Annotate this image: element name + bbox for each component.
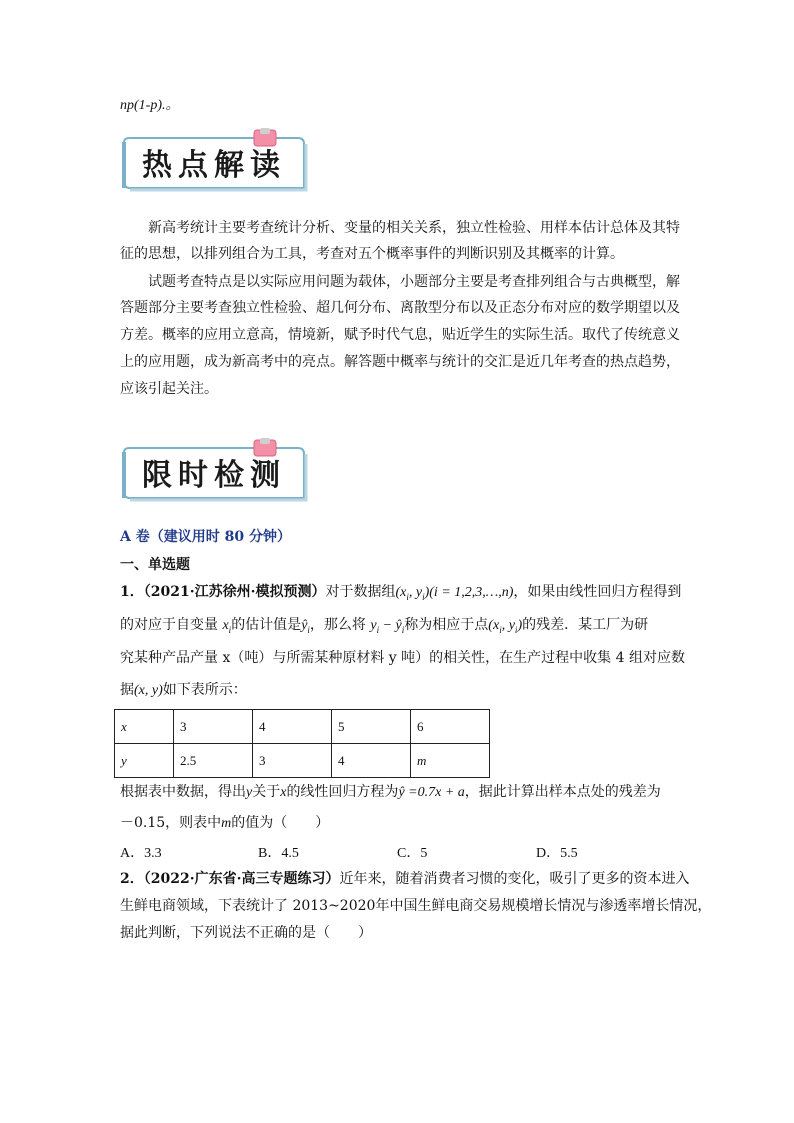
question-1-line-1 bbox=[120, 582, 681, 607]
question-text: 的线性回归方程为 bbox=[286, 784, 399, 800]
table-cell: x bbox=[115, 710, 174, 744]
question-text: 关于 bbox=[252, 784, 281, 800]
option-a[interactable]: A．3.3 bbox=[120, 846, 162, 861]
question-1-line-2 bbox=[120, 615, 648, 640]
math-variable: $x_i$ bbox=[222, 618, 232, 635]
math-expression: $y_i$ − $ŷ_i$ bbox=[370, 618, 405, 635]
math-part: )(i = 1,2,3,…,n) bbox=[424, 585, 514, 600]
question-text: 的值为（ ） bbox=[231, 815, 330, 831]
table-cell: m bbox=[411, 744, 490, 778]
paragraph-line: 方差。概率的应用立意高，情境新，赋予时代气息，贴近学生的实际生活。取代了传统意义 bbox=[120, 327, 680, 343]
question-text: 称为相应于点 bbox=[404, 617, 489, 633]
question-source: （2021·江苏徐州·模拟预测） bbox=[143, 584, 326, 600]
math-expression: ($x_i$, $y_i$) bbox=[488, 618, 523, 635]
table-cell: y bbox=[115, 744, 174, 778]
paragraph-line: 征的思想，以排列组合为工具，考查对五个概率事件的判断识别及其概率的计算。 bbox=[120, 246, 624, 262]
question-text: 对于数据组 bbox=[325, 584, 396, 600]
question-1-line-4 bbox=[120, 680, 247, 701]
section-banner-timed-test bbox=[120, 438, 310, 504]
question-text: ，据此计算出样本点处的残差为 bbox=[464, 784, 661, 800]
question-source: （2022·广东省·高三专题练习） bbox=[143, 871, 340, 887]
section-banner-hot-topics bbox=[120, 128, 310, 194]
table-cell: 3 bbox=[253, 744, 332, 778]
question-2-line-3: 据此判断，下列说法不正确的是（ ） bbox=[120, 925, 372, 941]
question-text: ，如果由线性回归方程得到 bbox=[513, 584, 682, 600]
math-variable: ŷ = bbox=[398, 785, 418, 800]
question-text: 近年来，随着消费者习惯的变化，吸引了更多的资本进入 bbox=[339, 871, 690, 887]
table-cell: 6 bbox=[411, 710, 490, 744]
math-expression: ($x_i$, $y_i)(i$ = 1,2,3,…,n) bbox=[395, 585, 514, 602]
question-2-line-2: 生鲜电商领域，下表统计了 2013~2020年中国生鲜电商交易规模增长情况与渗透率增长情况， bbox=[120, 898, 712, 914]
question-text: 的残差．某工厂为研 bbox=[522, 617, 649, 633]
option-d[interactable]: D．5.5 bbox=[536, 846, 578, 861]
math-part: , y bbox=[408, 585, 423, 600]
option-b[interactable]: B．4.5 bbox=[258, 846, 299, 861]
question-text: －0.15，则表中 bbox=[120, 815, 222, 831]
table-row bbox=[115, 744, 490, 778]
question-text: 的估计值是 bbox=[231, 617, 302, 633]
question-text: 的对应于自变量 bbox=[120, 617, 218, 633]
question-text: 据 bbox=[120, 682, 134, 698]
question-text: 如下表所示： bbox=[162, 682, 247, 698]
math-expression: (x, y) bbox=[134, 683, 163, 698]
question-1-line-3: 究某种产品产量 x（吨）与所需某种原材料 y 吨）的相关性，在生产过程中收集 4 组对应数 bbox=[120, 650, 685, 666]
option-c[interactable]: C．5 bbox=[397, 846, 428, 861]
question-1-line-5 bbox=[120, 782, 661, 803]
data-table bbox=[114, 709, 490, 778]
question-text: 根据表中数据，得出 bbox=[120, 784, 246, 800]
table-cell: 2.5 bbox=[174, 744, 253, 778]
part-label: 一、单选题 bbox=[120, 557, 190, 573]
top-fragment: np(1-p).。 bbox=[120, 98, 180, 113]
question-1-line-6 bbox=[120, 813, 329, 834]
math-variable: y bbox=[246, 785, 253, 800]
paragraph-line: 应该引起关注。 bbox=[120, 381, 218, 397]
math-part: (x bbox=[395, 585, 407, 600]
table-cell: 5 bbox=[332, 710, 411, 744]
question-number: 1． bbox=[120, 584, 144, 600]
table-cell: 3 bbox=[174, 710, 253, 744]
table-cell: 4 bbox=[332, 744, 411, 778]
question-number: 2． bbox=[120, 871, 144, 887]
math-variable: m bbox=[221, 816, 232, 831]
table-cell: 4 bbox=[253, 710, 332, 744]
paragraph-line: 新高考统计主要考查统计分析、变量的相关关系，独立性检验、用样本估计总体及其特 bbox=[148, 220, 680, 236]
exam-label: A 卷（建议用时 80 分钟） bbox=[120, 529, 291, 545]
paragraph-line: 试题考查特点是以实际应用问题为载体，小题部分主要是考查排列组合与古典概型，解 bbox=[148, 274, 680, 290]
math-expression: 0.7x + a bbox=[417, 785, 465, 800]
question-2-line-1 bbox=[120, 869, 689, 889]
table-row bbox=[115, 710, 490, 744]
section-title: 热点解读 bbox=[142, 148, 286, 183]
math-variable: $ŷ_i$ bbox=[301, 618, 310, 635]
math-variable: x bbox=[280, 785, 287, 800]
paragraph-line: 上的应用题，成为新高考中的亮点。解答题中概率与统计的交汇是近几年考查的热点趋势， bbox=[120, 354, 680, 370]
section-title: 限时检测 bbox=[142, 458, 286, 493]
question-text: ，那么将 bbox=[309, 617, 366, 633]
paragraph-line: 答题部分主要考查独立性检验、超几何分布、离散型分布以及正态分布对应的数学期望以及 bbox=[120, 300, 680, 316]
